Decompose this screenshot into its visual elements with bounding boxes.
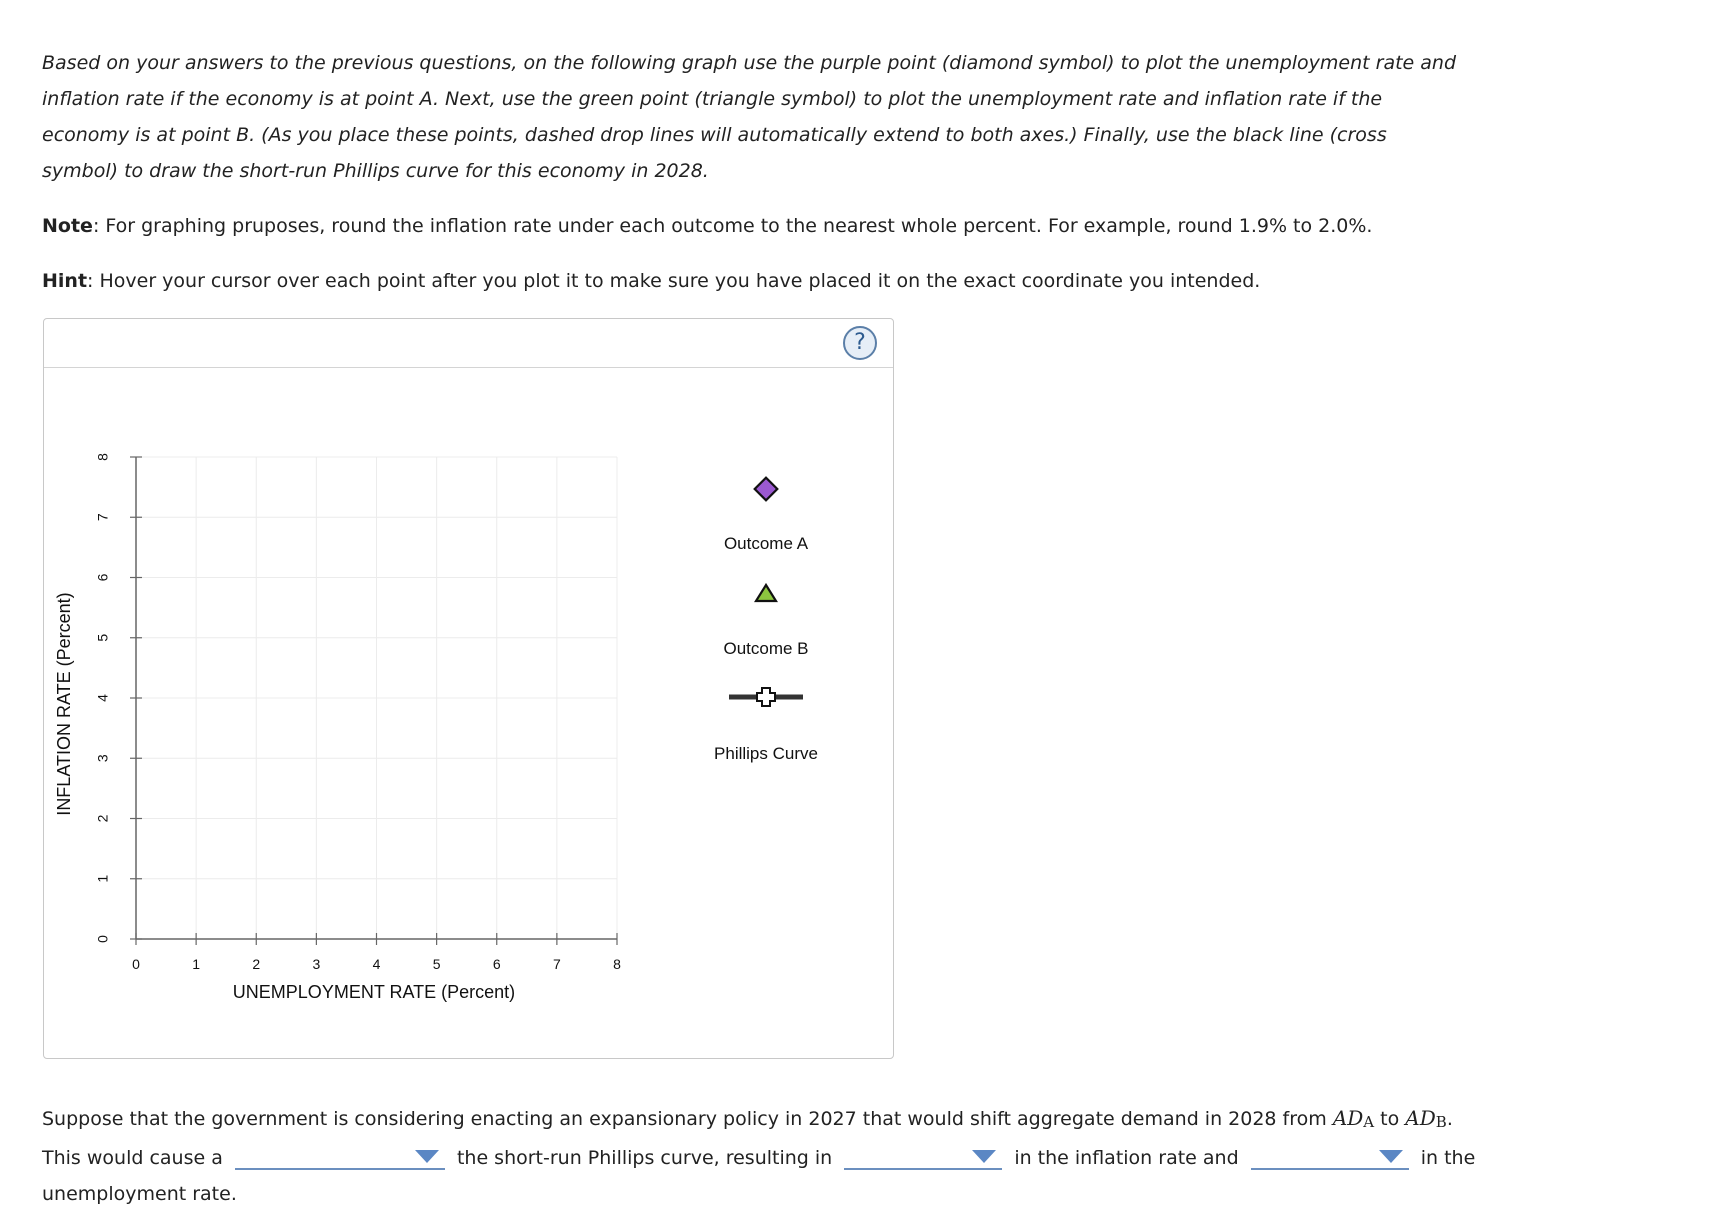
policy-sentence-end: unemployment rate.: [42, 1183, 237, 1205]
note-body: : For graphing pruposes, round the inflation rate under each outcome to the nearest whole percent. For example, round 1.9% to 2.0%.: [92, 215, 1373, 237]
x-tick-label: 8: [613, 956, 621, 972]
phillips-curve-label: Phillips Curve: [714, 744, 818, 763]
policy-after-dropdown-3: in the: [1420, 1147, 1476, 1169]
note-label: Note: [42, 215, 93, 237]
unemployment-change-dropdown[interactable]: [1251, 1144, 1409, 1170]
outcome-a-label: Outcome A: [723, 534, 809, 553]
inflation-change-dropdown[interactable]: [844, 1144, 1002, 1170]
y-tick-label: 3: [94, 754, 111, 763]
dropdown-caret-icon[interactable]: [415, 1150, 439, 1163]
policy-after-dropdown-1: the short-run Phillips curve, resulting in: [456, 1147, 833, 1169]
hint-text: [42, 263, 1462, 299]
graph-canvas[interactable]: [44, 319, 893, 1058]
outcome-a-diamond-icon[interactable]: [755, 478, 778, 501]
y-tick-label: 7: [94, 513, 111, 522]
x-tick-label: 4: [372, 956, 381, 972]
y-tick-label: 1: [94, 874, 111, 883]
hint-body: : Hover your cursor over each point after you plot it to make sure you have placed it on the exact coordinate you intended.: [87, 270, 1261, 292]
grid-lines: [136, 457, 617, 939]
y-tick-label: 2: [94, 814, 111, 823]
outcome-b-triangle-icon[interactable]: [756, 585, 776, 601]
palette-phillips-curve[interactable]: [714, 688, 818, 763]
y-axis-ticks: [95, 453, 142, 943]
policy-sentence-1: [42, 1100, 1482, 1140]
help-icon[interactable]: ?: [843, 326, 877, 360]
ad-b-symbol: $AD_B$: [1405, 1106, 1447, 1131]
palette-outcome-a[interactable]: [724, 478, 809, 553]
x-tick-label: 3: [312, 956, 321, 972]
x-tick-label: 0: [132, 956, 140, 972]
dropdown-caret-icon[interactable]: [1379, 1150, 1403, 1163]
y-tick-label: 6: [94, 573, 111, 582]
dropdown-caret-icon[interactable]: [972, 1150, 996, 1163]
policy-to: to: [1374, 1108, 1406, 1130]
x-tick-label: 5: [432, 956, 441, 972]
outcome-b-label: Outcome B: [723, 639, 809, 658]
y-tick-label: 5: [94, 633, 111, 642]
y-tick-label: 0: [94, 935, 111, 943]
y-tick-label: 4: [94, 694, 111, 702]
policy-after-dropdown-2: in the inflation rate and: [1014, 1147, 1239, 1169]
x-tick-label: 1: [192, 956, 201, 972]
ad-a-symbol: $AD_A$: [1332, 1106, 1375, 1131]
policy-sentence-1-text: Suppose that the government is considering enacting an expansionary policy in 2027 that would shift aggregate demand in 2028 from: [42, 1108, 1333, 1130]
y-tick-label: 8: [94, 453, 111, 461]
x-tick-label: 7: [552, 956, 561, 972]
graph-panel: [43, 318, 894, 1059]
y-axis-label: INFLATION RATE (Percent): [54, 592, 74, 816]
phillips-curve-cross-icon[interactable]: [757, 688, 775, 706]
x-axis-label: UNEMPLOYMENT RATE (Percent): [232, 982, 516, 1002]
hint-label: Hint: [42, 270, 88, 292]
policy-sentence-2-text: This would cause a: [42, 1147, 223, 1169]
palette-outcome-b[interactable]: [723, 585, 808, 658]
policy-question: [42, 1100, 1482, 1212]
instructions-text: Based on your answers to the previous questions, on the following graph use the purple point (diamond symbol) to plot the unemployment rate and inflation rate if the economy is at point A. Next, use the green point (triangle symbol) to plot the unemployment rate and inflation rate if the economy is at point B. (As you place these points, dashed drop lines will automatically extend to both axes.) Finally, use the black line (cross symbol) to draw the short-run Phillips curve for this economy in 2028.: [42, 52, 1457, 182]
policy-period: .: [1446, 1108, 1453, 1130]
x-tick-label: 6: [492, 956, 501, 972]
note-text: [42, 208, 1462, 244]
policy-sentence-2: [42, 1140, 1482, 1176]
shift-direction-dropdown[interactable]: [235, 1144, 445, 1170]
x-tick-label: 2: [252, 956, 261, 972]
